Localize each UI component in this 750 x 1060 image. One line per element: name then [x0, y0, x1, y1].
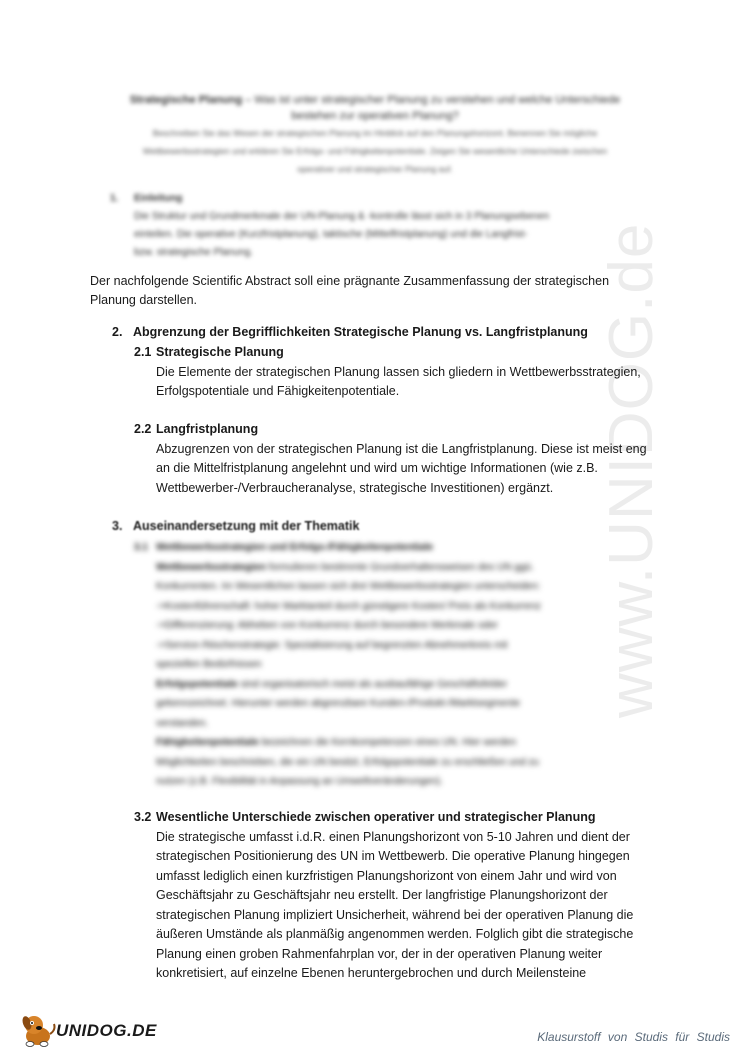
- section-2-2: [134, 420, 674, 498]
- abstract-paragraph: [90, 272, 650, 310]
- section-heading: Abgrenzung der Begrifflichkeiten Strategische Planung vs. Langfristplanung: [133, 325, 588, 339]
- body-line: konkretisiert, auf einzelne Ebenen heruntergebrochen und durch Meilensteine: [156, 966, 587, 980]
- dog-mascot-icon: [20, 1010, 60, 1050]
- subsection-body: [156, 558, 664, 792]
- section-2-heading: [112, 323, 672, 343]
- body-line: ->Service-/Nischenstrategie: Spezialisierung auf begrenzten Abnehmerkreis mit: [156, 639, 508, 651]
- body-line: Konkurrenten. Im Wesentlichen lassen sich drei Wettbewerbsstrategien unterscheiden:: [156, 581, 541, 592]
- body-line: Planung einen groben Rahmenfahrplan vor, der in der operativen Planung weiter: [156, 946, 603, 961]
- body-line: an die Mittelfristplanung angelehnt und wird um wichtige Informationen (wie z.B.: [156, 461, 598, 475]
- section-heading: Auseinandersetzung mit der Thematik: [133, 519, 360, 533]
- section-3-2: [134, 808, 674, 984]
- subsection-body: [156, 440, 674, 499]
- body-line: Erfolgspotentiale und Fähigkeitenpotentiale.: [156, 384, 400, 398]
- title-block: [80, 92, 670, 178]
- title-line-2: bestehen zur operativen Planung?: [291, 110, 459, 122]
- section-3-heading: [112, 517, 672, 537]
- unidog-logo[interactable]: [20, 1010, 160, 1050]
- section-body: [134, 208, 650, 262]
- subsection-number: 2.2: [134, 422, 152, 436]
- term-rest: bezeichnen die Kernkompetenzen eines UN. Hier werden: [258, 737, 517, 748]
- body-line: speziellen Bedürfnissen: [156, 659, 262, 670]
- body-line: Die Elemente der strategischen Planung lassen sich gliedern in Wettbewerbsstrategien,: [156, 364, 641, 379]
- body-line: Die Struktur und Grundmerkmale der UN-Planung & -kontrolle lässt sich in 3 Planungsebenen: [134, 211, 550, 222]
- subsection-number: 2.1: [134, 345, 152, 359]
- body-line: umfasst lediglich einen kurzfristigen Planungshorizont von einem Jahr und wird von: [156, 868, 617, 883]
- section-einleitung: [110, 190, 650, 262]
- body-line: ->Kostenführerschaft: hoher Marktanteil durch günstigere Kosten/ Preis als Konkurrenz: [156, 600, 541, 612]
- body-line: verstanden.: [156, 717, 209, 729]
- body-line: bzw. strategische Planung.: [134, 247, 253, 258]
- body-line: einteilen. Die operative (Kurzfristplanung), taktische (Mittelfristplanung) und die Langfrist-: [134, 229, 528, 240]
- subsection-heading: Strategische Planung: [156, 345, 284, 359]
- term-bold: Fähigkeitenpotentiale: [156, 737, 259, 748]
- title-line-1: [80, 92, 670, 108]
- body-line: [156, 558, 664, 578]
- body-line: äußeren Umstände als planmäßig angenommen werden. Folglich gibt die strategische: [156, 927, 634, 941]
- footer-tagline: Klausurstoff von Studis für Studis: [537, 1030, 730, 1044]
- abstract-line: Planung darstellen.: [90, 293, 198, 307]
- body-line: Abzugrenzen von der strategischen Planung ist die Langfristplanung. Diese ist meist eng: [156, 441, 647, 456]
- section-3-1: [134, 538, 664, 792]
- term-bold: Wettbewerbsstrategien: [156, 561, 266, 573]
- section-heading: Einleitung: [134, 193, 183, 204]
- subsection-body: [156, 828, 674, 984]
- subsection-heading: Wettbewerbsstrategien und Erfolgs-/Fähigkeitenpotentiale: [156, 542, 434, 553]
- task-line-1: Beschreiben Sie das Wesen der strategischen Planung im Hinblick auf den Planungshorizont. Benennen Sie mögliche: [152, 128, 598, 138]
- abstract-line: Der nachfolgende Scientific Abstract soll eine prägnante Zusammenfassung der strategischen: [90, 274, 610, 288]
- body-line: [156, 675, 664, 695]
- body-line: nutzen (z.B. Flexibilität in Anpassung an Umweltveränderungen).: [156, 776, 443, 787]
- body-line: Die strategische umfasst i.d.R. einen Planungshorizont von 5-10 Jahren und dient der: [156, 829, 630, 844]
- term-rest: formulieren bestimmte Grundverhaltensweisen des UN ggü.: [265, 561, 534, 573]
- body-line: Geschäftsjahr zu Geschäftsjahr neu erstellt. Der langfristige Planungshorizont der: [156, 888, 608, 902]
- subsection-body: [156, 363, 674, 402]
- title-rest: – Was ist unter strategischer Planung zu verstehen und welche Unterschiede: [242, 94, 621, 106]
- body-line: Möglichkeiten beschrieben, die ein UN besitzt, Erfolgspotentiale zu erschließen und zu: [156, 756, 539, 768]
- task-line-3: operativer und strategischer Planung auf.: [297, 164, 453, 174]
- watermark: www.UNIDOG.de: [597, 222, 666, 718]
- subsection-heading: Wesentliche Unterschiede zwischen operativer und strategischer Planung: [156, 810, 596, 824]
- subsection-number: 3.1: [134, 542, 148, 553]
- body-line: strategischen Planung impliziert Unsicherheit, während bei der operativen Planung die: [156, 907, 634, 922]
- subsection-number: 3.2: [134, 810, 152, 824]
- section-2-1: [134, 343, 674, 402]
- body-line: strategischen Positionierung des UN im Wettbewerb. Die operative Planung hingegen: [156, 849, 630, 863]
- body-line: gekennzeichnet. Hierunter werden abgrenzbare Kunden-/Produkt-/Marktsegmente: [156, 698, 521, 709]
- title-bold: Strategische Planung: [129, 94, 243, 106]
- section-number: 3.: [112, 519, 123, 533]
- body-line: ->Differenzierung: Abheben von Konkurrenz durch besondere Merkmale oder: [156, 620, 498, 631]
- section-number: 2.: [112, 325, 123, 339]
- term-rest: sind organisatorisch meist als ausbaufähige Geschäftsfelder: [237, 678, 508, 690]
- body-line: Wettbewerber-/Verbraucheranalyse, strategische Investitionen) ergänzt.: [156, 480, 554, 495]
- task-line-2: Wettbewerbsstrategien und erklären Sie Erfolgs- und Fähigkeitenpotentiale. Zeigen Sie wesentliche Unterschiede zwischen: [142, 146, 608, 156]
- subsection-heading: Langfristplanung: [156, 422, 259, 436]
- term-bold: Erfolgspotentiale: [156, 678, 238, 690]
- body-line: [156, 733, 664, 753]
- logo-text: UNIDOG.DE: [56, 1021, 157, 1040]
- section-number: 1.: [110, 193, 119, 204]
